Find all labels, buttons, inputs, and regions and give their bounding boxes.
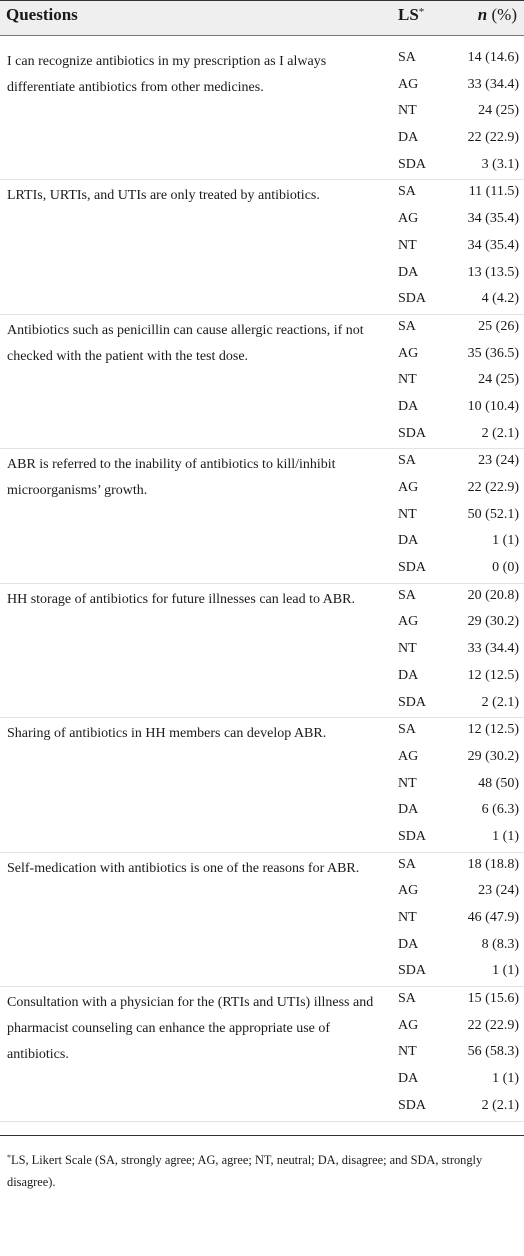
question-group	[0, 46, 524, 180]
table-row	[0, 1067, 524, 1094]
count-percent-cell: 1 (1)	[492, 533, 519, 549]
table-row	[0, 368, 524, 395]
likert-scale-cell: SDA	[398, 1097, 427, 1113]
count-percent-cell: 10 (10.4)	[467, 398, 519, 414]
header-questions: Questions	[6, 5, 78, 24]
count-percent-cell: 24 (25)	[478, 103, 519, 119]
question-text: ABR is referred to the inability of antibiotics to kill/inhibit microorganisms’ growth.	[7, 457, 336, 499]
count-percent-cell: 20 (20.8)	[467, 587, 519, 603]
table-row	[0, 207, 524, 234]
likert-scale-cell: SA	[398, 453, 416, 469]
table-row	[0, 798, 524, 825]
count-percent-cell: 46 (47.9)	[467, 910, 519, 925]
likert-scale-cell: DA	[398, 533, 419, 549]
question-group	[0, 449, 524, 583]
count-percent-cell: 1 (1)	[492, 1071, 519, 1087]
count-percent-cell: 48 (50)	[478, 775, 519, 791]
count-percent-cell: 6 (6.3)	[481, 802, 519, 818]
count-percent-cell: 23 (24)	[478, 453, 519, 469]
table-row	[0, 476, 524, 503]
likert-scale-cell: NT	[398, 1044, 417, 1060]
count-percent-cell: 13 (13.5)	[467, 264, 519, 280]
count-percent-cell: 25 (26)	[478, 318, 519, 334]
count-percent-cell: 2 (2.1)	[481, 425, 519, 441]
likert-scale-cell: AG	[398, 76, 419, 92]
count-percent-cell: 29 (30.2)	[467, 614, 519, 630]
table-row	[0, 46, 524, 73]
likert-scale-cell: AG	[398, 748, 419, 764]
header-n-percent	[478, 4, 517, 26]
question-group	[0, 987, 524, 1121]
likert-scale-cell: NT	[398, 372, 417, 388]
table-row	[0, 503, 524, 530]
count-percent-cell: 24 (25)	[478, 372, 519, 388]
table-row	[0, 1094, 524, 1121]
count-percent-cell: 2 (2.1)	[481, 694, 519, 710]
likert-scale-cell: SA	[398, 856, 416, 872]
count-percent-cell: 23 (24)	[478, 883, 519, 899]
table-row	[0, 637, 524, 664]
count-percent-cell: 22 (22.9)	[467, 1017, 519, 1033]
likert-scale-cell: NT	[398, 237, 417, 253]
likert-scale-cell: NT	[398, 506, 417, 522]
count-percent-cell: 18 (18.8)	[467, 856, 519, 872]
likert-scale-cell: SA	[398, 184, 416, 200]
footnote-text: LS, Likert Scale (SA, strongly agree; AG, agree; NT, neutral; DA, disagree; and SDA, strongly disagree).	[7, 1153, 483, 1189]
count-percent-cell: 34 (35.4)	[467, 237, 519, 253]
count-percent-cell: 4 (4.2)	[481, 291, 519, 307]
question-group	[0, 584, 524, 718]
table-row	[0, 584, 524, 611]
likert-scale-cell: DA	[398, 802, 419, 818]
likert-scale-cell: DA	[398, 130, 419, 146]
likert-scale-cell: SA	[398, 318, 416, 334]
question-text: LRTIs, URTIs, and UTIs are only treated by antibiotics.	[7, 188, 320, 204]
table-row	[0, 691, 524, 718]
question-text: Consultation with a physician for the (RTIs and UTIs) illness and pharmacist counseling can enhance the appropriate use of antibiotics.	[7, 995, 374, 1063]
likert-scale-cell: NT	[398, 910, 417, 925]
question-text: Self-medication with antibiotics is one of the reasons for ABR.	[7, 860, 360, 876]
table-row	[0, 73, 524, 100]
count-percent-cell: 35 (36.5)	[467, 345, 519, 361]
footnote-mark: *	[7, 1153, 11, 1162]
count-percent-cell: 56 (58.3)	[467, 1044, 519, 1060]
likert-scale-cell: DA	[398, 264, 419, 280]
table-row	[0, 933, 524, 960]
table-row	[0, 853, 524, 880]
table-row	[0, 234, 524, 261]
table-row	[0, 610, 524, 637]
likert-scale-cell: SDA	[398, 425, 427, 441]
question-group	[0, 180, 524, 314]
count-percent-cell: 8 (8.3)	[481, 936, 519, 952]
count-percent-cell: 50 (52.1)	[467, 506, 519, 522]
count-percent-cell: 1 (1)	[492, 963, 519, 979]
table-row	[0, 529, 524, 556]
header-n-symbol: n	[477, 5, 488, 24]
table-row	[0, 1014, 524, 1041]
table-row	[0, 959, 524, 986]
likert-scale-cell: SA	[398, 722, 416, 738]
likert-scale-cell: AG	[398, 480, 419, 495]
question-text: I can recognize antibiotics in my prescription as I always differentiate antibiotics from other medicines.	[7, 54, 327, 95]
likert-scale-cell: AG	[398, 614, 419, 630]
table-row	[0, 879, 524, 906]
table-row	[0, 825, 524, 852]
table-row	[0, 556, 524, 583]
likert-scale-cell: AG	[398, 211, 419, 227]
likert-scale-cell: NT	[398, 103, 417, 119]
table-row	[0, 180, 524, 207]
likert-scale-cell: AG	[398, 345, 419, 361]
bottom-rule	[0, 1135, 524, 1136]
count-percent-cell: 2 (2.1)	[481, 1097, 519, 1113]
table-row	[0, 987, 524, 1014]
likert-scale-cell: SDA	[398, 156, 427, 172]
count-percent-cell: 15 (15.6)	[467, 991, 519, 1007]
table-row	[0, 422, 524, 449]
table-row	[0, 449, 524, 476]
table-row	[0, 126, 524, 153]
question-text: Antibiotics such as penicillin can cause allergic reactions, if not checked with the patient with the test dose.	[7, 322, 364, 364]
header-ls-label: LS	[398, 5, 419, 24]
question-group	[0, 315, 524, 449]
count-percent-cell: 29 (30.2)	[467, 748, 519, 764]
likert-scale-cell: DA	[398, 1071, 419, 1087]
likert-scale-cell: SA	[398, 50, 416, 65]
likert-scale-cell: NT	[398, 641, 417, 657]
count-percent-cell: 11 (11.5)	[468, 184, 519, 200]
likert-scale-cell: AG	[398, 883, 419, 899]
table-row	[0, 287, 524, 314]
table-body	[0, 46, 524, 1122]
likert-scale-cell: NT	[398, 775, 417, 791]
count-percent-cell: 3 (3.1)	[481, 156, 519, 172]
count-percent-cell: 22 (22.9)	[467, 130, 519, 146]
table-row	[0, 906, 524, 933]
question-group	[0, 853, 524, 987]
table-row	[0, 153, 524, 180]
count-percent-cell: 22 (22.9)	[467, 480, 519, 495]
count-percent-cell: 14 (14.6)	[467, 50, 519, 65]
likert-scale-cell: SDA	[398, 694, 427, 710]
table-row	[0, 315, 524, 342]
likert-scale-cell: AG	[398, 1017, 419, 1033]
likert-scale-cell: SDA	[398, 828, 427, 844]
table-row	[0, 342, 524, 369]
likert-scale-cell: SDA	[398, 560, 427, 576]
table-footnote	[7, 1149, 512, 1193]
likert-scale-cell: SDA	[398, 291, 427, 307]
likert-scale-cell: SA	[398, 587, 416, 603]
likert-scale-cell: DA	[398, 667, 419, 683]
table-row	[0, 99, 524, 126]
header-ls	[398, 4, 424, 26]
table-row	[0, 718, 524, 745]
table-row	[0, 664, 524, 691]
likert-scale-cell: DA	[398, 398, 419, 414]
count-percent-cell: 33 (34.4)	[467, 641, 519, 657]
count-percent-cell: 12 (12.5)	[467, 667, 519, 683]
question-group	[0, 718, 524, 852]
count-percent-cell: 33 (34.4)	[467, 76, 519, 92]
table-row	[0, 1040, 524, 1067]
count-percent-cell: 0 (0)	[492, 560, 519, 576]
likert-scale-cell: DA	[398, 936, 419, 952]
table-row	[0, 395, 524, 422]
table-row	[0, 261, 524, 288]
table-row	[0, 745, 524, 772]
header-ls-footnote-mark: *	[418, 6, 425, 18]
question-text: HH storage of antibiotics for future illnesses can lead to ABR.	[7, 591, 355, 607]
header-percent-label: (%)	[487, 5, 517, 24]
count-percent-cell: 12 (12.5)	[467, 722, 519, 738]
count-percent-cell: 34 (35.4)	[467, 211, 519, 227]
table-header	[0, 1, 524, 36]
count-percent-cell: 1 (1)	[492, 828, 519, 844]
table-row	[0, 772, 524, 799]
likert-scale-cell: SA	[398, 991, 416, 1007]
question-text: Sharing of antibiotics in HH members can develop ABR.	[7, 726, 327, 742]
likert-scale-cell: SDA	[398, 963, 427, 979]
